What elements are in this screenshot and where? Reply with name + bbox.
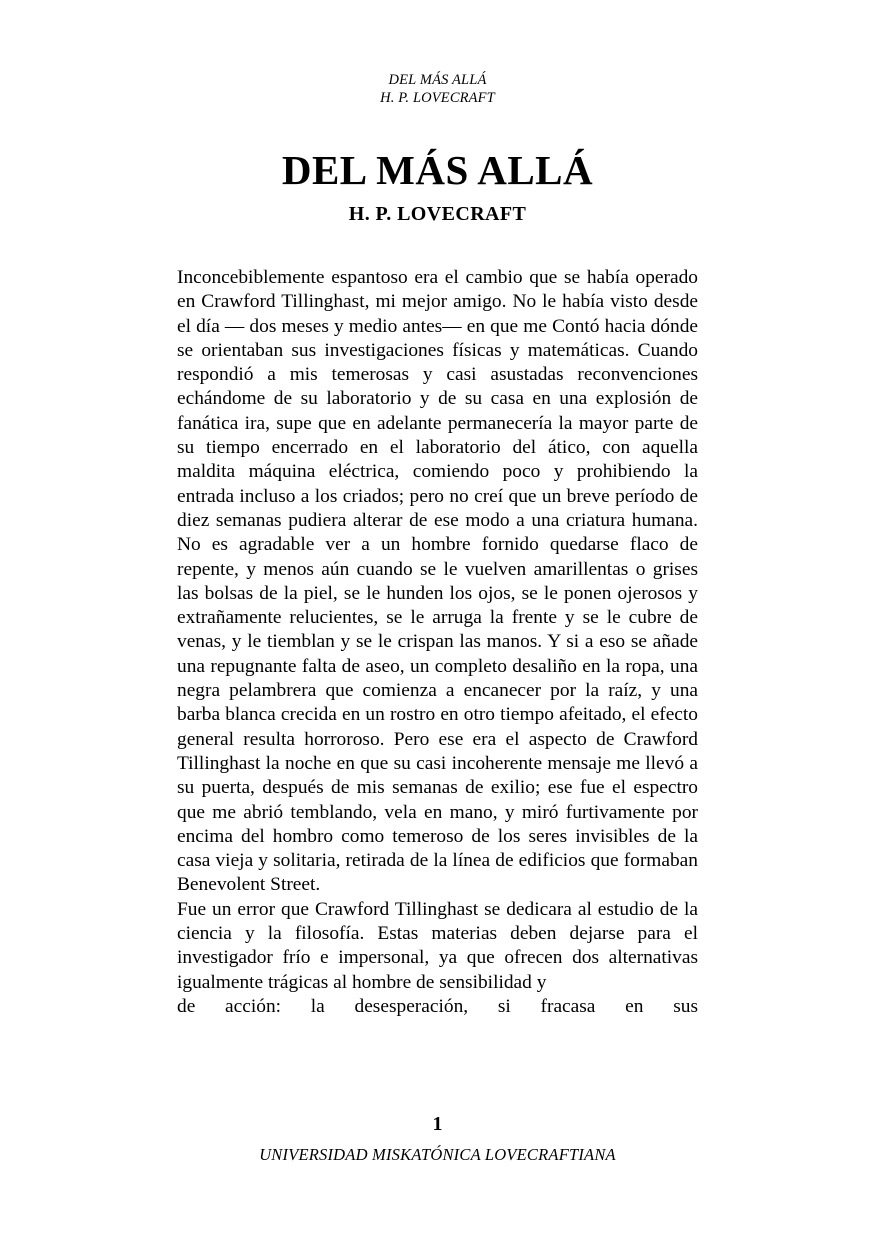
paragraph-1: Inconcebiblemente espantoso era el cambio que se había operado en Crawford Tillinghast, mi mejor amigo. No le había visto desde el día — dos meses y medio antes— en que me Contó hacia dónde se orientaban sus investigaciones físicas y matemáticas. Cuando respondió a mis temerosas y casi asustadas reconvenciones echándome de su laboratorio y de su casa en una explosión de fanática ira, supe que en adelante permanecería la mayor parte de su tiempo encerrado en el laboratorio del ático, con aquella maldita máquina eléctrica, comiendo poco y prohibiendo la entrada incluso a los criados; pero no creí que un breve período de diez semanas pudiera alterar de ese modo a una criatura humana. No es agradable ver a un hombre fornido quedarse flaco de repente, y menos aún cuando se le vuelven amarillentas o grises las bolsas de la piel, se le hunden los ojos, se le ponen ojerosos y extrañamente relucientes, se le arruga la frente y se le cubre de venas, y le tiemblan y se le crispan las manos. Y si a eso se añade una repugnante falta de aseo, un completo desaliño en la ropa, una negra pelambrera que comienza a encanecer por la raíz, y una barba blanca crecida en un rostro en otro tiempo afeitado, el efecto general resulta horroroso. Pero ese era el aspecto de Crawford Tillinghast la noche en que su casi incoherente mensaje me llevó a su puerta, después de mis semanas de exilio; ese fue el espectro que me abrió temblando, vela en mano, y miró furtivamente por encima del hombro como temeroso de los seres invisibles de la casa vieja y solitaria, retirada de la línea de edificios que formaban Benevolent Street. — [177, 267, 698, 896]
running-footer-institution: UNIVERSIDAD MISKATÓNICA LOVECRAFTIANA — [259, 1145, 616, 1164]
title-block — [0, 146, 875, 226]
page-title: DEL MÁS ALLÁ — [281, 147, 594, 193]
body-text — [177, 266, 698, 1044]
running-header-author: H. P. LOVECRAFT — [380, 89, 495, 106]
paragraph-2-head: Fue un error que Crawford Tillinghast se dedicara al estudio de la ciencia y la filosofía. Estas materias deben dejarse para el investigador frío e impersonal, ya que ofrecen dos alternativas igualmente trágicas al hombre de sensibilidad y — [177, 898, 698, 993]
page-subtitle-author: H. P. LOVECRAFT — [348, 203, 527, 225]
paragraph-2-tail: de acción: la desesperación, si fracasa en sus — [177, 995, 698, 1017]
running-header-title: DEL MÁS ALLÁ — [388, 72, 487, 88]
running-header — [0, 72, 875, 107]
paragraph-2 — [177, 898, 698, 1044]
page-number: 1 — [432, 1113, 443, 1135]
